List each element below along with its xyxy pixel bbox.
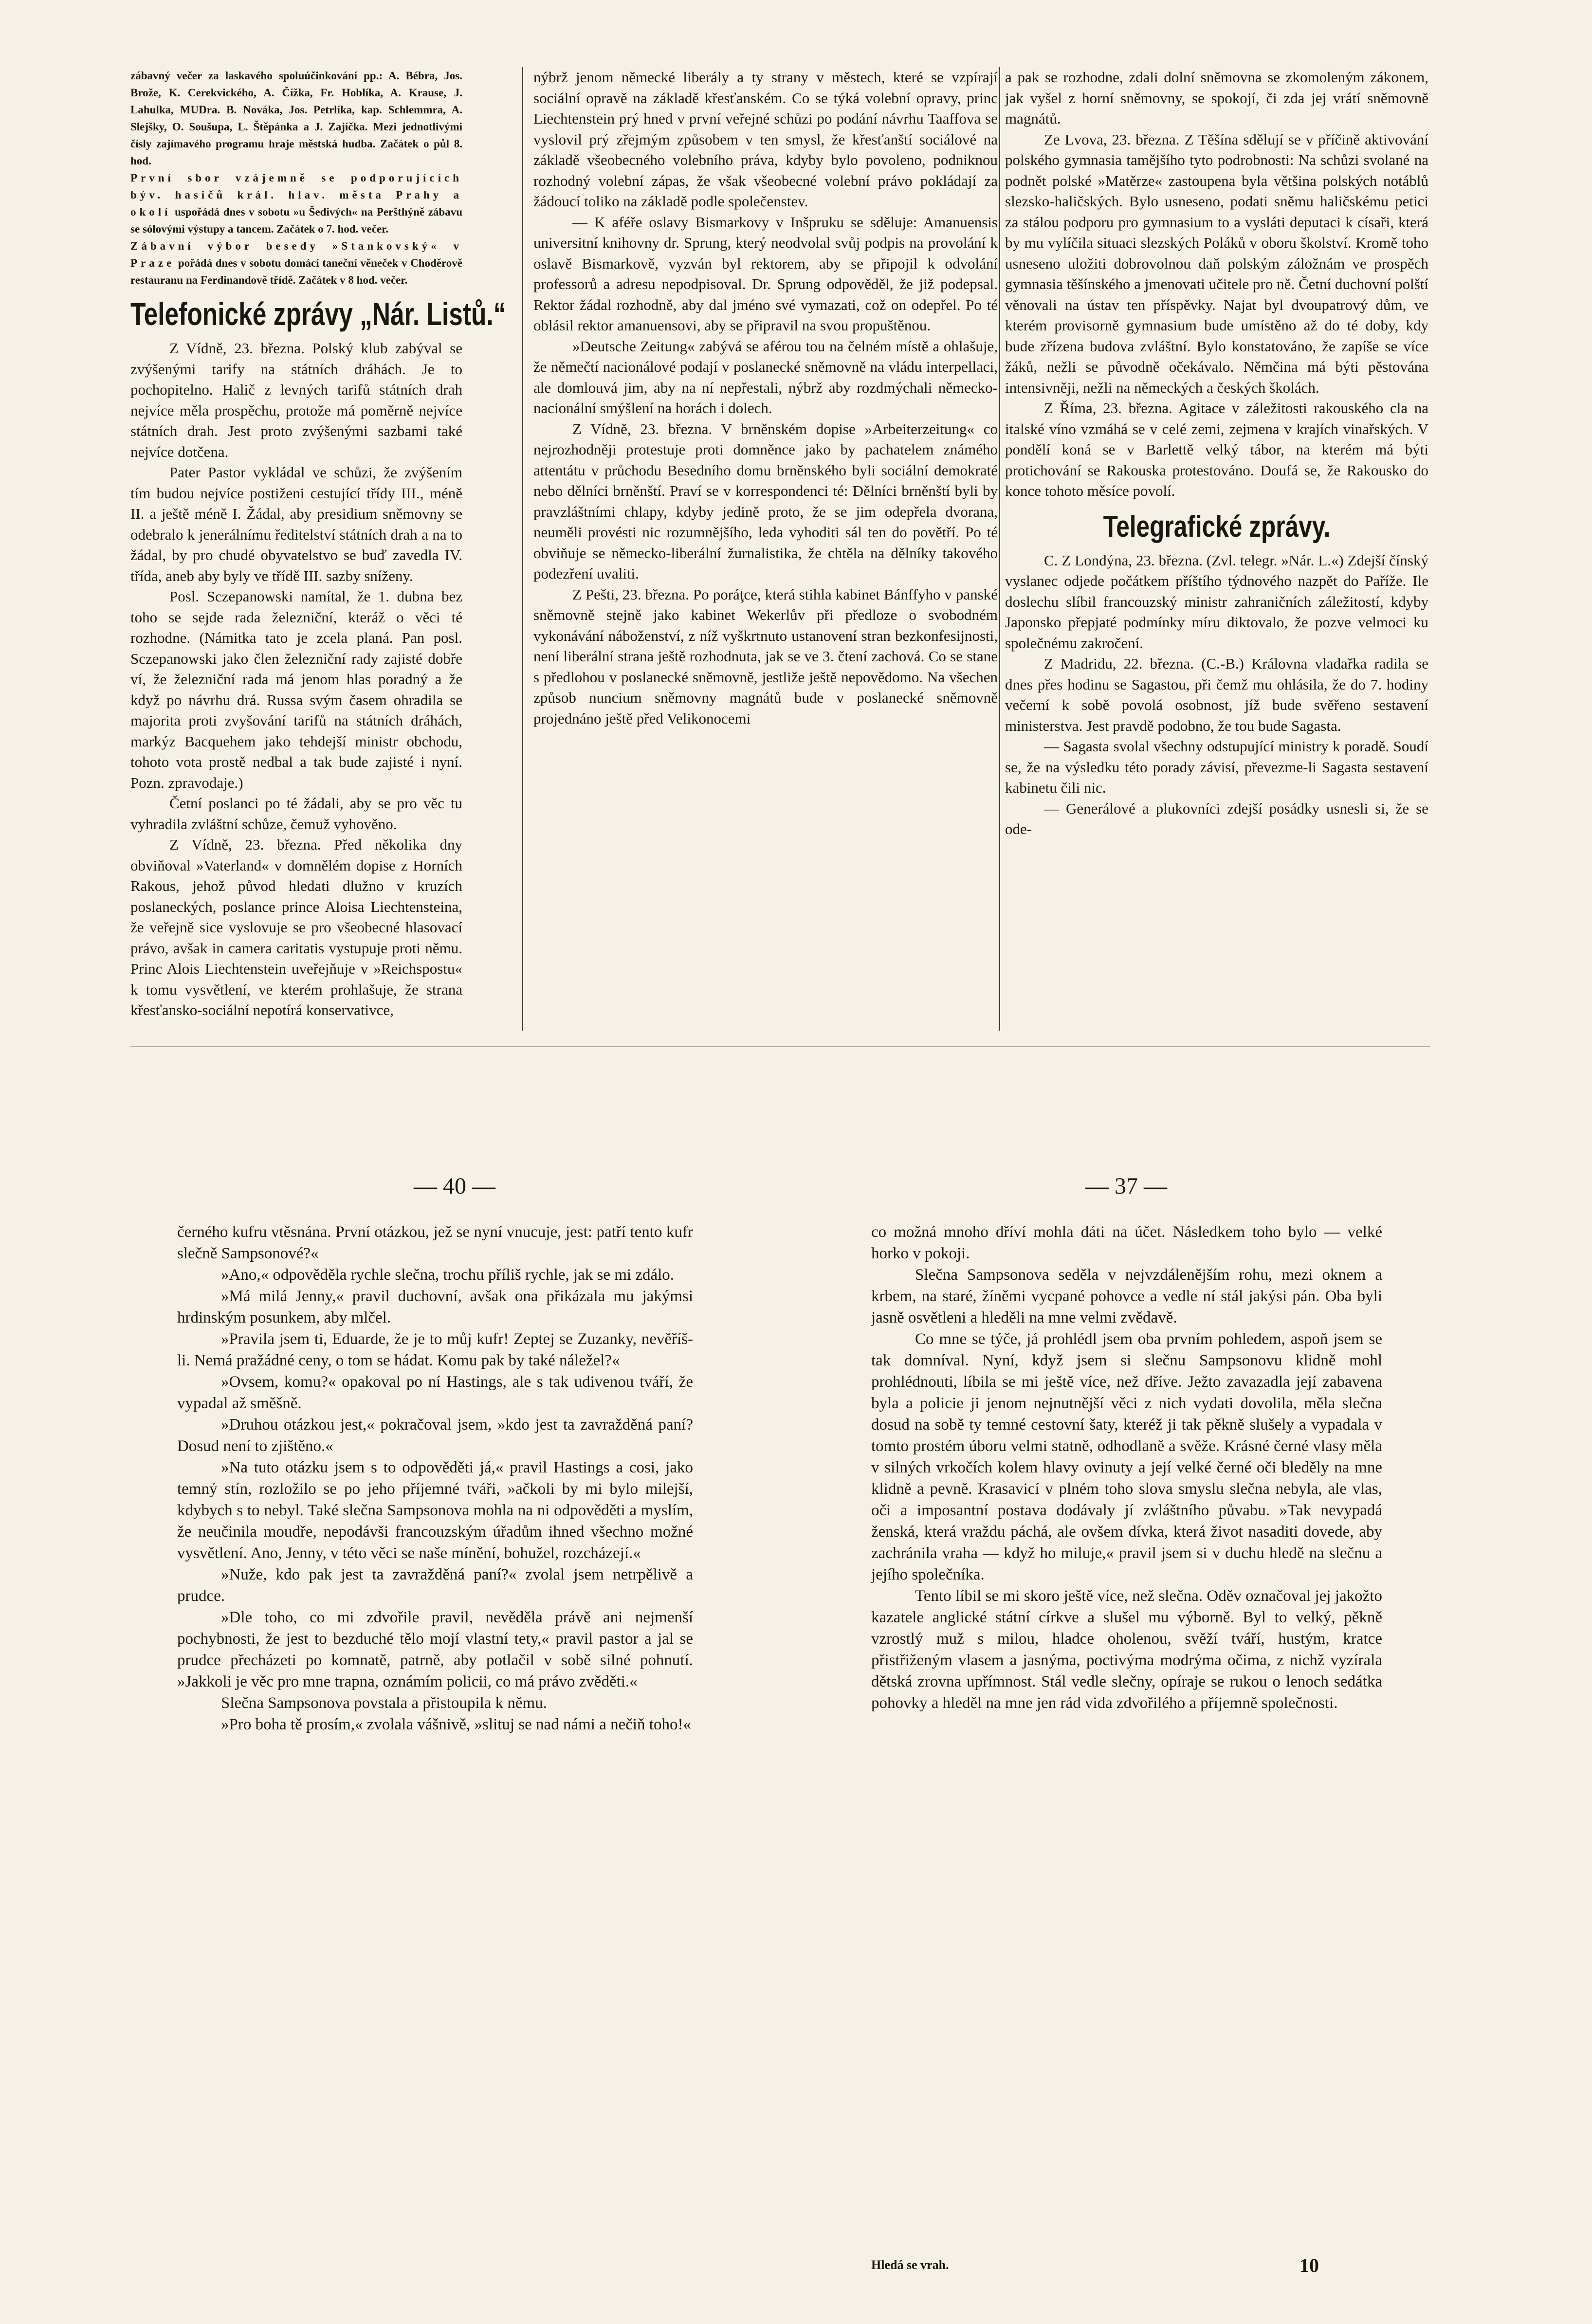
story-paragraph: Slečna Sampsonova povstala a přistoupila k němu. <box>221 1694 547 1712</box>
column-1 <box>130 67 506 1031</box>
story-paragraph: »Nuže, kdo pak jest ta zavražděná paní?« zvolal jsem netrpělivě a prudce. <box>177 1566 693 1605</box>
story-paragraph: »Má milá Jenny,« pravil duchovní, avšak ona přikázala mu jakýmsi hrdinským posunkem, aby mlčel. <box>177 1288 693 1326</box>
article-paragraph: Ze Lvova, 23. března. Z Těšína sdělují se v příčině aktivování polského gymnasia tamějšího tyto podrobnosti: Na schůzi svolané na podnět polské »Matěrze« zastoupena byla většina polských notáblů slezsko-haličských. Bylo usneseno, podati sněmu haličskému petici za stálou podporu pro gymnasium to a vysláti deputaci k císaři, která by mu vylíčila situaci slezských Poláků v oboru školství. Kromě toho usneseno uložiti dobrovolnou daň polským záložnám ve prospěch gymnasia těšínského a jmenovati učitele pro ně. Četní duchovní polští věnovali na ústav ten příspěvky. Najat byl dvoupatrový dům, ve kterém provisorně gymnasium bude umístěno až do té doby, kdy bude zřízena budova zvláštní. Bylo konstatováno, že zapíše se více žáků, nežli se původně očekávalo. Němčina má býti pěstována intensivněji, nežli na německých a českých školách. <box>1005 130 1428 396</box>
article-paragraph: Z Říma, 23. března. Agitace v záležitosti rakouského cla na italské víno vzmáhá se v celé zemi, zejmena v krajích vinařských. V pondělí koná se v Barlettě velký tábor, na kterém má býti protichování se Rakouska protestováno. Doufá se, že Rakousko do konce tohoto měsíce povolí. <box>1005 399 1428 499</box>
story-paragraph: Slečna Sampsonova seděla v nejvzdálenějším rohu, mezi oknem a krbem, na staré, žíněmi vycpané pohovce a vedle ní stál jakýsi pán. Oba byli jasně osvětleni a hleděli na mne velmi zvědavě. <box>871 1266 1382 1326</box>
article-paragraph: Z Vídně, 23. března. Před několika dny obviňoval »Vaterland« v domnělém dopise z Horních Rakous, jehož původ hledati dlužno v kruzích poslaneckých, poslance prince Aloisa Liechtensteina, že veřejně sice vyslovuje se pro všeobecné hlasovací právo, avšak in camera caritatis vystupuje proti němu. Princ Alois Liechtenstein uveřejňuje v »Reichspostu« k tomu vysvětlení, ve kterém prohlašuje, že strana křesťansko-sociální nepotírá konservativce, <box>130 836 462 1018</box>
page-number-right: — 37 — <box>1085 1173 1167 1199</box>
article-paragraph: a pak se rozhodne, zdali dolní sněmovna se zkomoleným zákonem, jak vyšel z horní sněmovny, se spokojí, či zda jej vrátí sněmovně magnátů. <box>1005 69 1428 127</box>
column-divider <box>522 67 523 1031</box>
article-paragraph: Z Vídně, 23. března. Polský klub zabýval se zvýšenými tarify na státních dráhách. Je to pochopitelno. Halič z levných tarifů státních drah nejvíce měla prospěchu, protože má poměrně nejvíce státních drah. Jest proto zvýšenými sazbami také nejvíce dotčena. <box>130 340 462 460</box>
footer-page-number: 10 <box>1299 2254 1319 2276</box>
story-paragraph: »Ovsem, komu?« opakoval po ní Hastings, ale s tak udivenou tváří, že vypadal až směšně. <box>177 1373 693 1412</box>
notice-3-body: pořádá dnes v sobotu domácí taneční věneček v Choděrově restauranu na Ferdinandově třídě. Začátek v 8 hod. večer. <box>130 257 462 286</box>
story-paragraph: »Dle toho, co mi zdvořile pravil, nevěděla právě ani nejmenší pochybnosti, že jest to bezduché tělo mojí vlastní tety,« pravil pastor a jal se prudce přecházeti po komnatě, patrně, aby potlačil v sobě silné pohnutí. »Jakkoli je věc pro mne trapna, oznámím policii, co má právo zvěděti.« <box>177 1609 693 1690</box>
article-paragraph: Z Vídně, 23. března. V brněnském dopise »Arbeiterzeitung« co nejrozhodněji protestuje proti domněnce jako by pachatelem známého attentátu v průchodu Besedního domu brněnského byli sociální demokraté nebo dělníci brněnští. Praví se v korrespondenci té: Dělníci brněnští byli by pravzláštními chlapy, kdyby jedině proto, že se jim odepřela dvorana, neuměli provésti nic rozumnějšího, leda vyhoditi sál ten do povětří. Po té obviňuje se německo-liberální žurnalistika, že chtěla na dělníky takového podezření uvaliti. <box>533 420 998 582</box>
article-paragraph: Posl. Sczepanowski namítal, že 1. dubna bez toho se sejde rada železniční, kteráž o věci té rozhodne. (Námitka tato je zcela planá. Pan posl. Sczepanowski jako člen železniční rady zajisté dobře ví, že železniční rada má jenom hlas poradný a že když po návrhu drá. Russa svým časem ohradila se majorita proti zvyšování tarifů na státních dráhách, markýz Bacquehem jako tehdejší ministr obchodu, tohoto vota prostě nedbal a tak bude zajisté i nyní. Pozn. zpravodaje.) <box>130 588 462 791</box>
story-paragraph: »Na tuto otázku jsem s to odpověděti já,« pravil Hastings a cosi, jako temný stín, rozložilo se po jeho příjemné tváři, »ačkoli by mi bylo milejší, kdybych s to nebyl. Také slečna Sampsonova mohla na ni odpověděti a myslím, že neučinila moudře, nepodávši francouzským úřadům ihned všechno možné vysvětlení. Ano, Jenny, v této věci se naše mínění, bohužel, rozcházejí.« <box>177 1459 693 1562</box>
story-paragraph: Co mne se týče, já prohlédl jsem oba prvním pohledem, aspoň jsem se tak domníval. Nyní, když jsem si slečnu Sampsonovu klidně mohl prohlédnouti, líbila se mi ještě více, než dříve. Ježto zavazadla její zabavena byla a policie ji jenom nejnutnější věci z nich vydati dovolila, měla slečna dosud na sobě ty temné cestovní šaty, kteréž ji tak pěkně slušely a vypadala v tomto prostém úboru velmi statně, odhodlaně a svěže. Krásné černé vlasy měla v silných vrkočích kolem hlavy ovinuty a její velké černé oči bleděly na mne klidně a pevně. Krasavicí v plném toho slova smyslu slečna nebyla, ale vlas, oči a imposantní postava dodávaly jí zvláštního půvabu. »Tak nevypadá ženská, která vraždu páchá, ale ovšem dívka, která život nasaditi dovede, aby zachránila vraha — když ho miluje,« pravil jsem si v duchu hledě na slečnu a jejího společníka. <box>871 1330 1382 1583</box>
notice-1: zábavný večer za laskavého spoluúčinkování pp.: A. Bébra, Jos. Brože, K. Cerekvického, A. Čížka, Fr. Hoblíka, A. Krause, J. Lahulka, MUDra. B. Nováka, Jos. Petrlíka, kap. Schlemmra, A. Slejšky, O. Soušupa, L. Štěpánka a J. Zajíčka. Mezi jednotlivými čísly zajímavého programu hraje městská hudba. Začátek o půl 8. hod. <box>130 70 462 167</box>
notice-3 <box>130 237 462 289</box>
page-number-left: — 40 — <box>414 1173 495 1199</box>
column-divider <box>999 67 1000 1031</box>
article-paragraph: — K aféře oslavy Bismarkovy v Inšpruku se sděluje: Amanuensis universitní knihovny dr. Sprung, který neodvolal svůj podpis na provolání k oslavě Bismarkově, vyzván byl rektorem, aby se připojil k odvolání professorů a adresu nepodpisoval. Dr. Sprung odpověděl, že již podepsal. Rektor žádal rozhodně, aby dal jméno své vymazati, což on odepřel. Po té oblásil rektor amanuensovi, aby se připravil na svou propuštěnou. <box>533 213 998 334</box>
article-paragraph: Z Pešti, 23. března. Po poráţce, která stihla kabinet Bánffyho v panské sněmovně stejně jako kabinet Wekerlův při předloze o svobodném vykonávání náboženství, z níž vyškrtnuto ustanovení stran bezkonfesijnosti, není liberální strana ještě rozhodnuta, jak se ve 3. čtení zachová. Co se stane s předlohou v poslanecké sněmovně, jestliže ještě nepovědomo. Na všechen způsob nuncium sněmovny magnátů bude v poslanecké sněmovně projednáno ještě před Velikonocemi <box>533 585 998 727</box>
article-paragraph: Četní poslanci po té žádali, aby se pro věc tu vyhradila zvláštní schůze, čemuž vyhověno. <box>130 795 462 833</box>
notice-2-body: uspořádá dnes v sobotu »u Šedivých« na Peršthýně zábavu se sólovými výstupy a tancem. Začátek o 7. hod. večer. <box>130 206 462 235</box>
notice-2 <box>130 169 462 237</box>
column-3 <box>1005 67 1428 1031</box>
article-paragraph: C. Z Londýna, 23. března. (Zvl. telegr. »Nár. L.«) Zdejší čínský vyslanec odjede počátkem příštího týdnového nazpět do Paříže. Ile doslechu slíbil francouzský ministr zahraničních záležitostí, kdyby Japonsko přepjaté podmínky míru diktovalo, že pozve velmoci ku společnému zakročení. <box>1005 551 1428 652</box>
story-paragraph: Tento líbil se mi skoro ještě více, než slečna. Oděv označoval jej jakožto kazatele anglické státní církve a slušel mu výborně. Byl to velký, pěkně vzrostlý muž s milou, hladce oholenou, svěží tváří, hustým, kratce přistřiženým vlasem a jasnýma, poctivýma modrýma očima, z nichž vyzírala dětská zrovna upřímnost. Stál vedle slečny, opíraje se rukou o lenoch sedátka pohovky a hleděl na mne jen rád vida zdvořilého a příjemně společnosti. <box>871 1587 1382 1712</box>
article-paragraph: — Generálové a plukovníci zdejší posádky usnesli si, že se ode- <box>1005 799 1428 837</box>
article-paragraph: Z Madridu, 22. března. (C.-B.) Královna vladařka radila se dnes přes hodinu se Sagastou, při čemž mu ohlásila, že do 7. hodiny večerní k sobě povolá osobnost, jíž bude svěřeno sestavení ministerstva. Jest pravdě podobno, že tou bude Sagasta. <box>1005 655 1428 734</box>
feuilleton-left-column <box>177 1221 693 2248</box>
article-paragraph: — Sagasta svolal všechny odstupující ministry k poradě. Soudí se, že na výsledku této porady závisí, převezme-li Sagasta sestavení kabinetu čili nic. <box>1005 738 1428 796</box>
story-paragraph: »Pro boha tě prosím,« zvolala vášnivě, »slituj se nad námi a nečiň toho!« <box>221 1716 691 1733</box>
notice-3-head: Zábavní výbor besedy »Stankovský« v Praze <box>130 240 462 269</box>
article-paragraph: »Deutsche Zeitung« zabývá se aférou tou na čelném místě a ohlašuje, že němečtí nacionálové podají v poslanecké sněmovně na vládu interpellaci, ale domlouvá jim, aby na ní nepřestali, nýbrž aby rozdmýchali německo-nacionální smýšlení na horách i dolech. <box>533 337 998 417</box>
column-2 <box>533 67 998 1031</box>
story-paragraph: černého kufru vtěsnána. První otázkou, jež se nyní vnucuje, jest: patří tento kufr slečně Sampsonové?« <box>177 1223 693 1262</box>
society-notices <box>130 67 462 289</box>
footer-note: Hledá se vrah. <box>871 2258 949 2272</box>
section-heading-telephone: Telefonické zprávy „Nár. Listů.“ <box>130 296 506 332</box>
story-paragraph: »Druhou otázkou jest,« pokračoval jsem, »kdo jest ta zavražděná paní? Dosud není to zjištěno.« <box>177 1416 693 1455</box>
notice-2-head: První sbor vzájemně se podporujících býv. hasičů král. hlav. města Prahy a okolí <box>130 172 462 218</box>
section-heading-telegraph: Telegrafické zprávy. <box>1103 509 1331 544</box>
feuilleton-right-column <box>871 1221 1382 2248</box>
article-paragraph: Pater Pastor vykládal ve schůzi, že zvýšením tím budou nejvíce postiženi cestující třídy III., méně II. a ještě méně I. Žádal, aby presidium sněmovny se odebralo k jenerálnímu ředitelství státních drah a na to žádal, by pro chudé obyvatelstvo se buď zavedla IV. třída, aneb aby byly ve třídě III. sazby sníženy. <box>130 464 462 584</box>
section-divider <box>130 1046 1430 1047</box>
story-paragraph: co možná mnoho dříví mohla dáti na účet. Následkem toho bylo — velké horko v pokoji. <box>871 1223 1382 1262</box>
article-paragraph: nýbrž jenom německé liberály a ty strany v městech, které se vzpírají sociální opravě na základě křesťanském. Co se týká volební opravy, princ Liechtenstein prý hned v první veřejné schůzi po podání návrhu Taaffova se vyslovil prý zřejmým způsobem v ten smysl, že křesťanští sociálové na základě všeobecného volebního práva, kdyby bylo povoleno, podniknou rozhodný volební zápas, že však všeobecné volební právo pokládají za žádoucí toliko na základě podle společenstev. <box>533 69 998 210</box>
story-paragraph: »Ano,« odpověděla rychle slečna, trochu příliš rychle, jak se mi zdálo. <box>221 1266 675 1284</box>
story-paragraph: »Pravila jsem ti, Eduarde, že je to můj kufr! Zeptej se Zuzanky, nevěříš-li. Nemá pražádné ceny, o tom se hádat. Komu pak by také náležel?« <box>177 1330 693 1369</box>
